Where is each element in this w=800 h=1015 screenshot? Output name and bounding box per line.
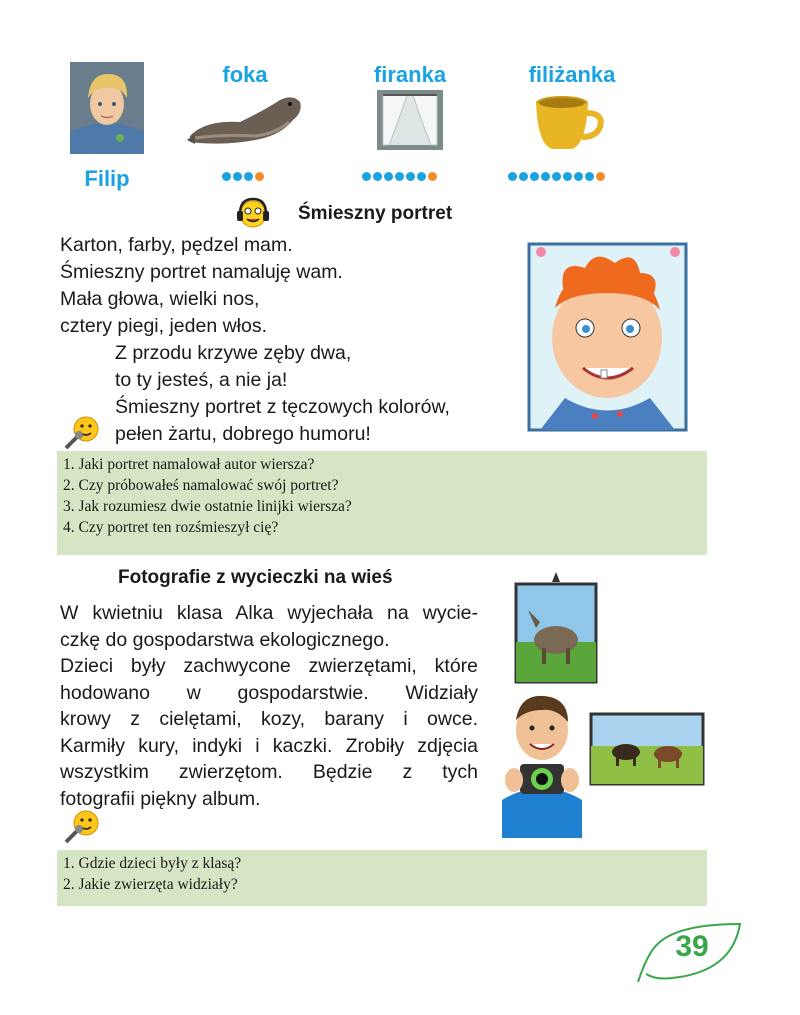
question: 4. Czy portret ten rozśmieszył cię? [63,519,279,536]
story-line: krowy z cielętami, kozy, barany i owce. [60,708,478,730]
story-text [60,600,478,812]
word-firanka: firanka [373,62,447,87]
cows-photo [588,706,706,788]
syllable-dot [384,172,393,181]
story-line: Karmiły kury, indyki i kaczki. Zrobiły zdjęcia [60,734,478,757]
syllable-dot [373,172,382,181]
syllable-dot [508,172,517,181]
syllable-dot [362,172,371,181]
cup-picture [530,95,610,155]
syllable-dot [395,172,404,181]
poem-line: cztery piegi, jeden włos. [60,315,268,337]
poem [60,232,520,448]
syllable-dot [563,172,572,181]
syllable-dot [428,172,437,181]
syllable-dot [519,172,528,181]
syllable-dot [244,172,253,181]
poem-line: Z przodu krzywe zęby dwa, [115,342,352,364]
syllable-dot [406,172,415,181]
boy-photo [70,62,144,154]
dots-filizanka [508,172,605,181]
poem-line: to ty jesteś, a nie ja! [115,369,288,391]
syllable-dot [574,172,583,181]
syllable-dot [552,172,561,181]
word-foka: foka [222,62,268,87]
question: 3. Jak rozumiesz dwie ostatnie linijki wiersza? [63,498,352,515]
story-line: Dzieci były zachwycone zwierzętami, które [60,655,478,677]
poem-line: Śmieszny portret z tęczowych kolorów, [115,396,450,418]
questions-box [57,451,707,555]
syllable-dot [222,172,231,181]
microphone-smiley-icon [62,808,102,849]
questions-box [57,850,707,906]
syllable-dot [541,172,550,181]
page-number: 39 [675,930,709,963]
story-line: fotografii piękny album. [60,787,261,810]
syllable-dot [530,172,539,181]
poem-line: Mała głowa, wielki nos, [60,288,260,310]
boy-with-camera-photo [492,690,592,838]
poem-line: pełen żartu, dobrego humoru! [115,423,371,445]
syllable-dot [417,172,426,181]
dots-foka [222,172,264,181]
headphones-smiley-icon [236,196,270,235]
funny-portrait-picture [525,238,690,438]
question: 1. Jaki portret namalował autor wiersza? [63,456,315,473]
goat-photo [512,570,600,685]
syllable-dot [233,172,242,181]
question: 2. Czy próbowałeś namalować swój portret? [63,477,339,494]
microphone-smiley-icon [62,414,102,455]
question: 1. Gdzie dzieci były z klasą? [63,855,242,872]
dots-firanka [362,172,437,181]
seal-picture [185,90,310,148]
poem-line: Śmieszny portret namaluję wam. [60,261,343,283]
story-title: Fotografie z wycieczki na wieś [118,567,393,588]
syllable-dot [585,172,594,181]
curtain-picture [377,90,443,150]
poem-line: Karton, farby, pędzel mam. [60,234,293,256]
word-filip: Filip [84,166,130,191]
poem-title: Śmieszny portret [298,203,453,224]
syllable-dot [596,172,605,181]
story-line: hodowano w gospodarstwie. Widziały [60,681,478,704]
story-line: wszystkim zwierzętom. Będzie z tych [60,761,478,783]
syllable-dot [255,172,264,181]
story-line: W kwietniu klasa Alka wyjechała na wycie- [60,602,478,624]
word-filizanka: filiżanka [528,62,616,87]
question: 2. Jakie zwierzęta widziały? [63,876,238,893]
story-line: czkę do gospodarstwa ekologicznego. [60,628,390,651]
